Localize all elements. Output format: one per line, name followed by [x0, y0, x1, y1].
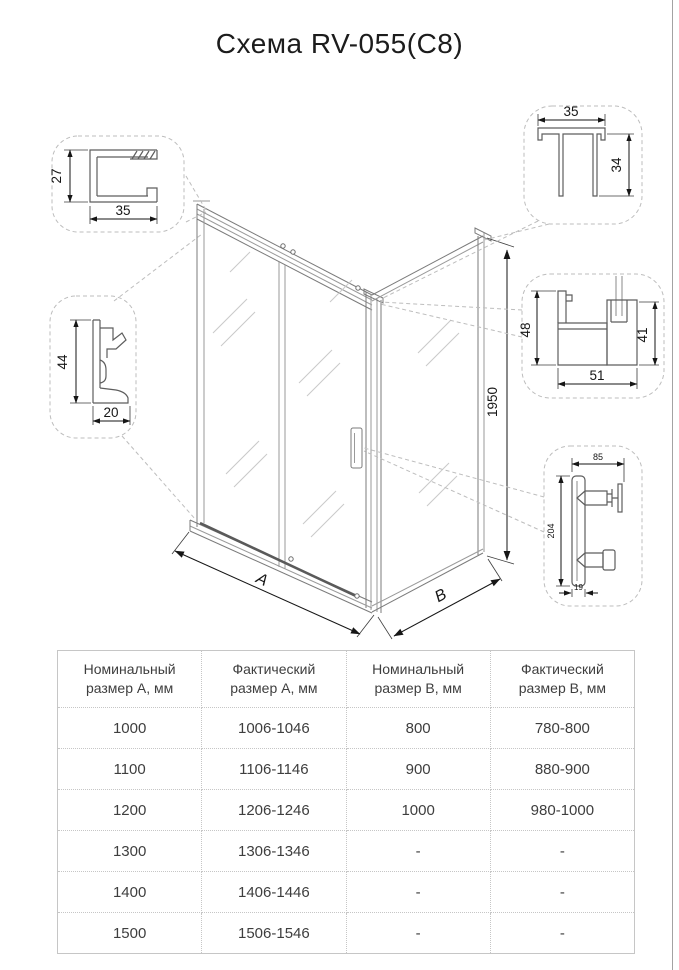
table-row [58, 913, 635, 954]
table-cell: 1300 [58, 831, 202, 872]
top-frame-height-label: 27 [49, 168, 64, 184]
col-header-actual-b: Фактический размер В, мм [490, 651, 634, 708]
callout-side-top-profile [524, 104, 642, 224]
table-cell: 1000 [346, 790, 490, 831]
corner-right-height-label: 41 [635, 327, 650, 343]
glass-shine-side [418, 320, 459, 506]
enclosure-side-panel [372, 228, 491, 612]
top-frame-width-label: 35 [115, 203, 131, 218]
table-row [58, 872, 635, 913]
glass-shine-front [213, 252, 352, 537]
table-header-row [58, 651, 635, 708]
col-header-actual-a: Фактический размер А, мм [202, 651, 346, 708]
page-title: Схема RV-055(C8) [215, 28, 464, 59]
col-header-nominal-b: Номинальный размер В, мм [346, 651, 490, 708]
table-cell: 780-800 [490, 708, 634, 749]
callout-top-frame-profile [49, 136, 184, 232]
table-cell: 1506-1546 [202, 913, 346, 954]
size-table [57, 650, 635, 954]
front-width-label: A [253, 569, 271, 590]
enclosure-front-panel [190, 201, 383, 613]
callout-handle-detail [544, 446, 642, 606]
height-dimension-label: 1950 [485, 386, 500, 418]
side-top-width-label: 35 [563, 104, 579, 119]
table-cell: 980-1000 [490, 790, 634, 831]
handle-thickness-label: 19 [574, 583, 583, 592]
table-cell: 1400 [58, 872, 202, 913]
corner-width-label: 51 [589, 368, 605, 383]
wall-profile-width-label: 20 [103, 405, 119, 420]
table-cell: - [490, 913, 634, 954]
table-cell: 880-900 [490, 749, 634, 790]
dimension-height-1950 [485, 238, 514, 564]
table-cell: 1106-1146 [202, 749, 346, 790]
table-row [58, 831, 635, 872]
table-cell: 800 [346, 708, 490, 749]
table-row [58, 708, 635, 749]
table-cell: 1000 [58, 708, 202, 749]
handle-width-label: 85 [592, 452, 604, 462]
table-cell: - [490, 872, 634, 913]
table-cell: 1306-1346 [202, 831, 346, 872]
dimension-front-a [172, 532, 374, 637]
door-handle [351, 428, 362, 468]
table-cell: 1006-1046 [202, 708, 346, 749]
table-cell: 1406-1446 [202, 872, 346, 913]
table-cell: 900 [346, 749, 490, 790]
handle-height-label: 204 [546, 523, 556, 539]
corner-left-height-label: 48 [518, 322, 533, 338]
table-cell: - [346, 872, 490, 913]
table-cell: - [346, 913, 490, 954]
table-cell: 1206-1246 [202, 790, 346, 831]
table-row [58, 749, 635, 790]
side-top-height-label: 34 [609, 157, 624, 173]
side-width-label: B [432, 586, 450, 607]
wall-profile-height-label: 44 [55, 354, 70, 370]
table-cell: 1500 [58, 913, 202, 954]
table-row [58, 790, 635, 831]
table-cell: - [490, 831, 634, 872]
col-header-nominal-a: Номинальный размер А, мм [58, 651, 202, 708]
callout-wall-profile [50, 296, 136, 438]
table-cell: 1200 [58, 790, 202, 831]
table-cell: - [346, 831, 490, 872]
table-cell: 1100 [58, 749, 202, 790]
callout-bottom-corner-profile [518, 274, 664, 398]
